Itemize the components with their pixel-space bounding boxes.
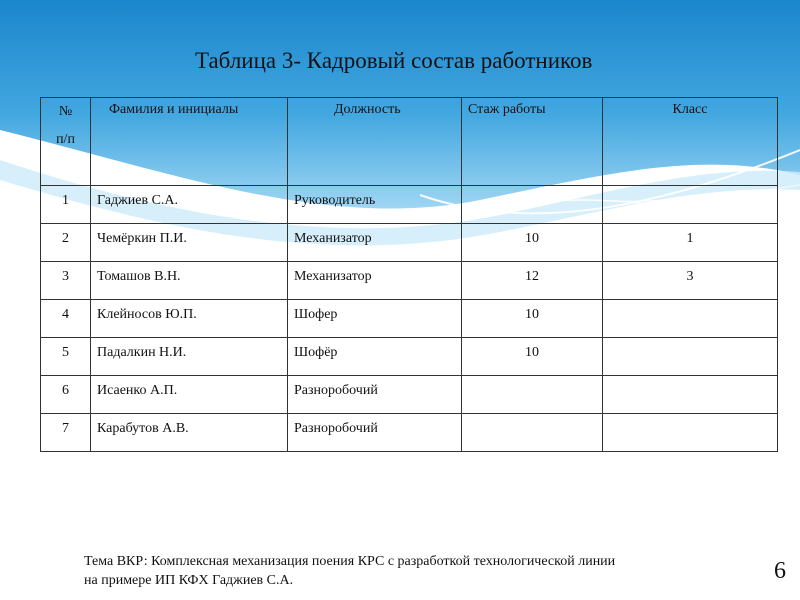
table-row [41,376,778,414]
cell-position: Механизатор [288,224,462,262]
slide-title: Таблица 3- Кадровый состав работников [195,48,593,73]
cell-experience: 12 [462,262,603,300]
cell-number: 3 [41,262,91,300]
cell-number: 2 [41,224,91,262]
cell-position: Разноробочий [288,376,462,414]
header-number-line2: п/п [56,132,75,147]
cell-class: 1 [603,224,778,262]
header-number [41,98,91,186]
cell-position: Механизатор [288,262,462,300]
table-row [41,262,778,300]
cell-class [603,300,778,338]
table-row [41,186,778,224]
footer-line-1: Тема ВКР: Комплексная механизация поения КРС с разработкой технологической линии [84,554,616,569]
header-position: Должность [288,98,462,186]
page-number: 6 [774,558,786,584]
cell-name: Гаджиев С.А. [91,186,288,224]
cell-number: 7 [41,414,91,452]
cell-name: Чемёркин П.И. [91,224,288,262]
cell-name: Падалкин Н.И. [91,338,288,376]
cell-number: 6 [41,376,91,414]
cell-name: Исаенко А.П. [91,376,288,414]
cell-experience: 10 [462,338,603,376]
cell-position: Шофер [288,300,462,338]
header-experience: Стаж работы [462,98,603,186]
cell-position: Руководитель [288,186,462,224]
table-header-row [41,98,778,186]
cell-class [603,186,778,224]
table-row [41,224,778,262]
table-row [41,338,778,376]
header-number-line1: № [58,104,73,119]
cell-number: 4 [41,300,91,338]
cell-position: Разноробочий [288,414,462,452]
cell-class [603,338,778,376]
cell-name: Клейносов Ю.П. [91,300,288,338]
cell-class [603,414,778,452]
cell-class [603,376,778,414]
cell-class: 3 [603,262,778,300]
cell-experience: 10 [462,224,603,262]
cell-position: Шофёр [288,338,462,376]
staff-table [40,97,778,452]
cell-name: Карабутов А.В. [91,414,288,452]
cell-experience [462,186,603,224]
header-class: Класс [603,98,778,186]
table-row [41,414,778,452]
cell-experience: 10 [462,300,603,338]
footer-topic [84,552,774,590]
cell-number: 1 [41,186,91,224]
cell-experience [462,376,603,414]
cell-experience [462,414,603,452]
cell-number: 5 [41,338,91,376]
header-name: Фамилия и инициалы [91,98,288,186]
footer-line-2: на примере ИП КФХ Гаджиев С.А. [84,573,294,588]
cell-name: Томашов В.Н. [91,262,288,300]
table-row [41,300,778,338]
